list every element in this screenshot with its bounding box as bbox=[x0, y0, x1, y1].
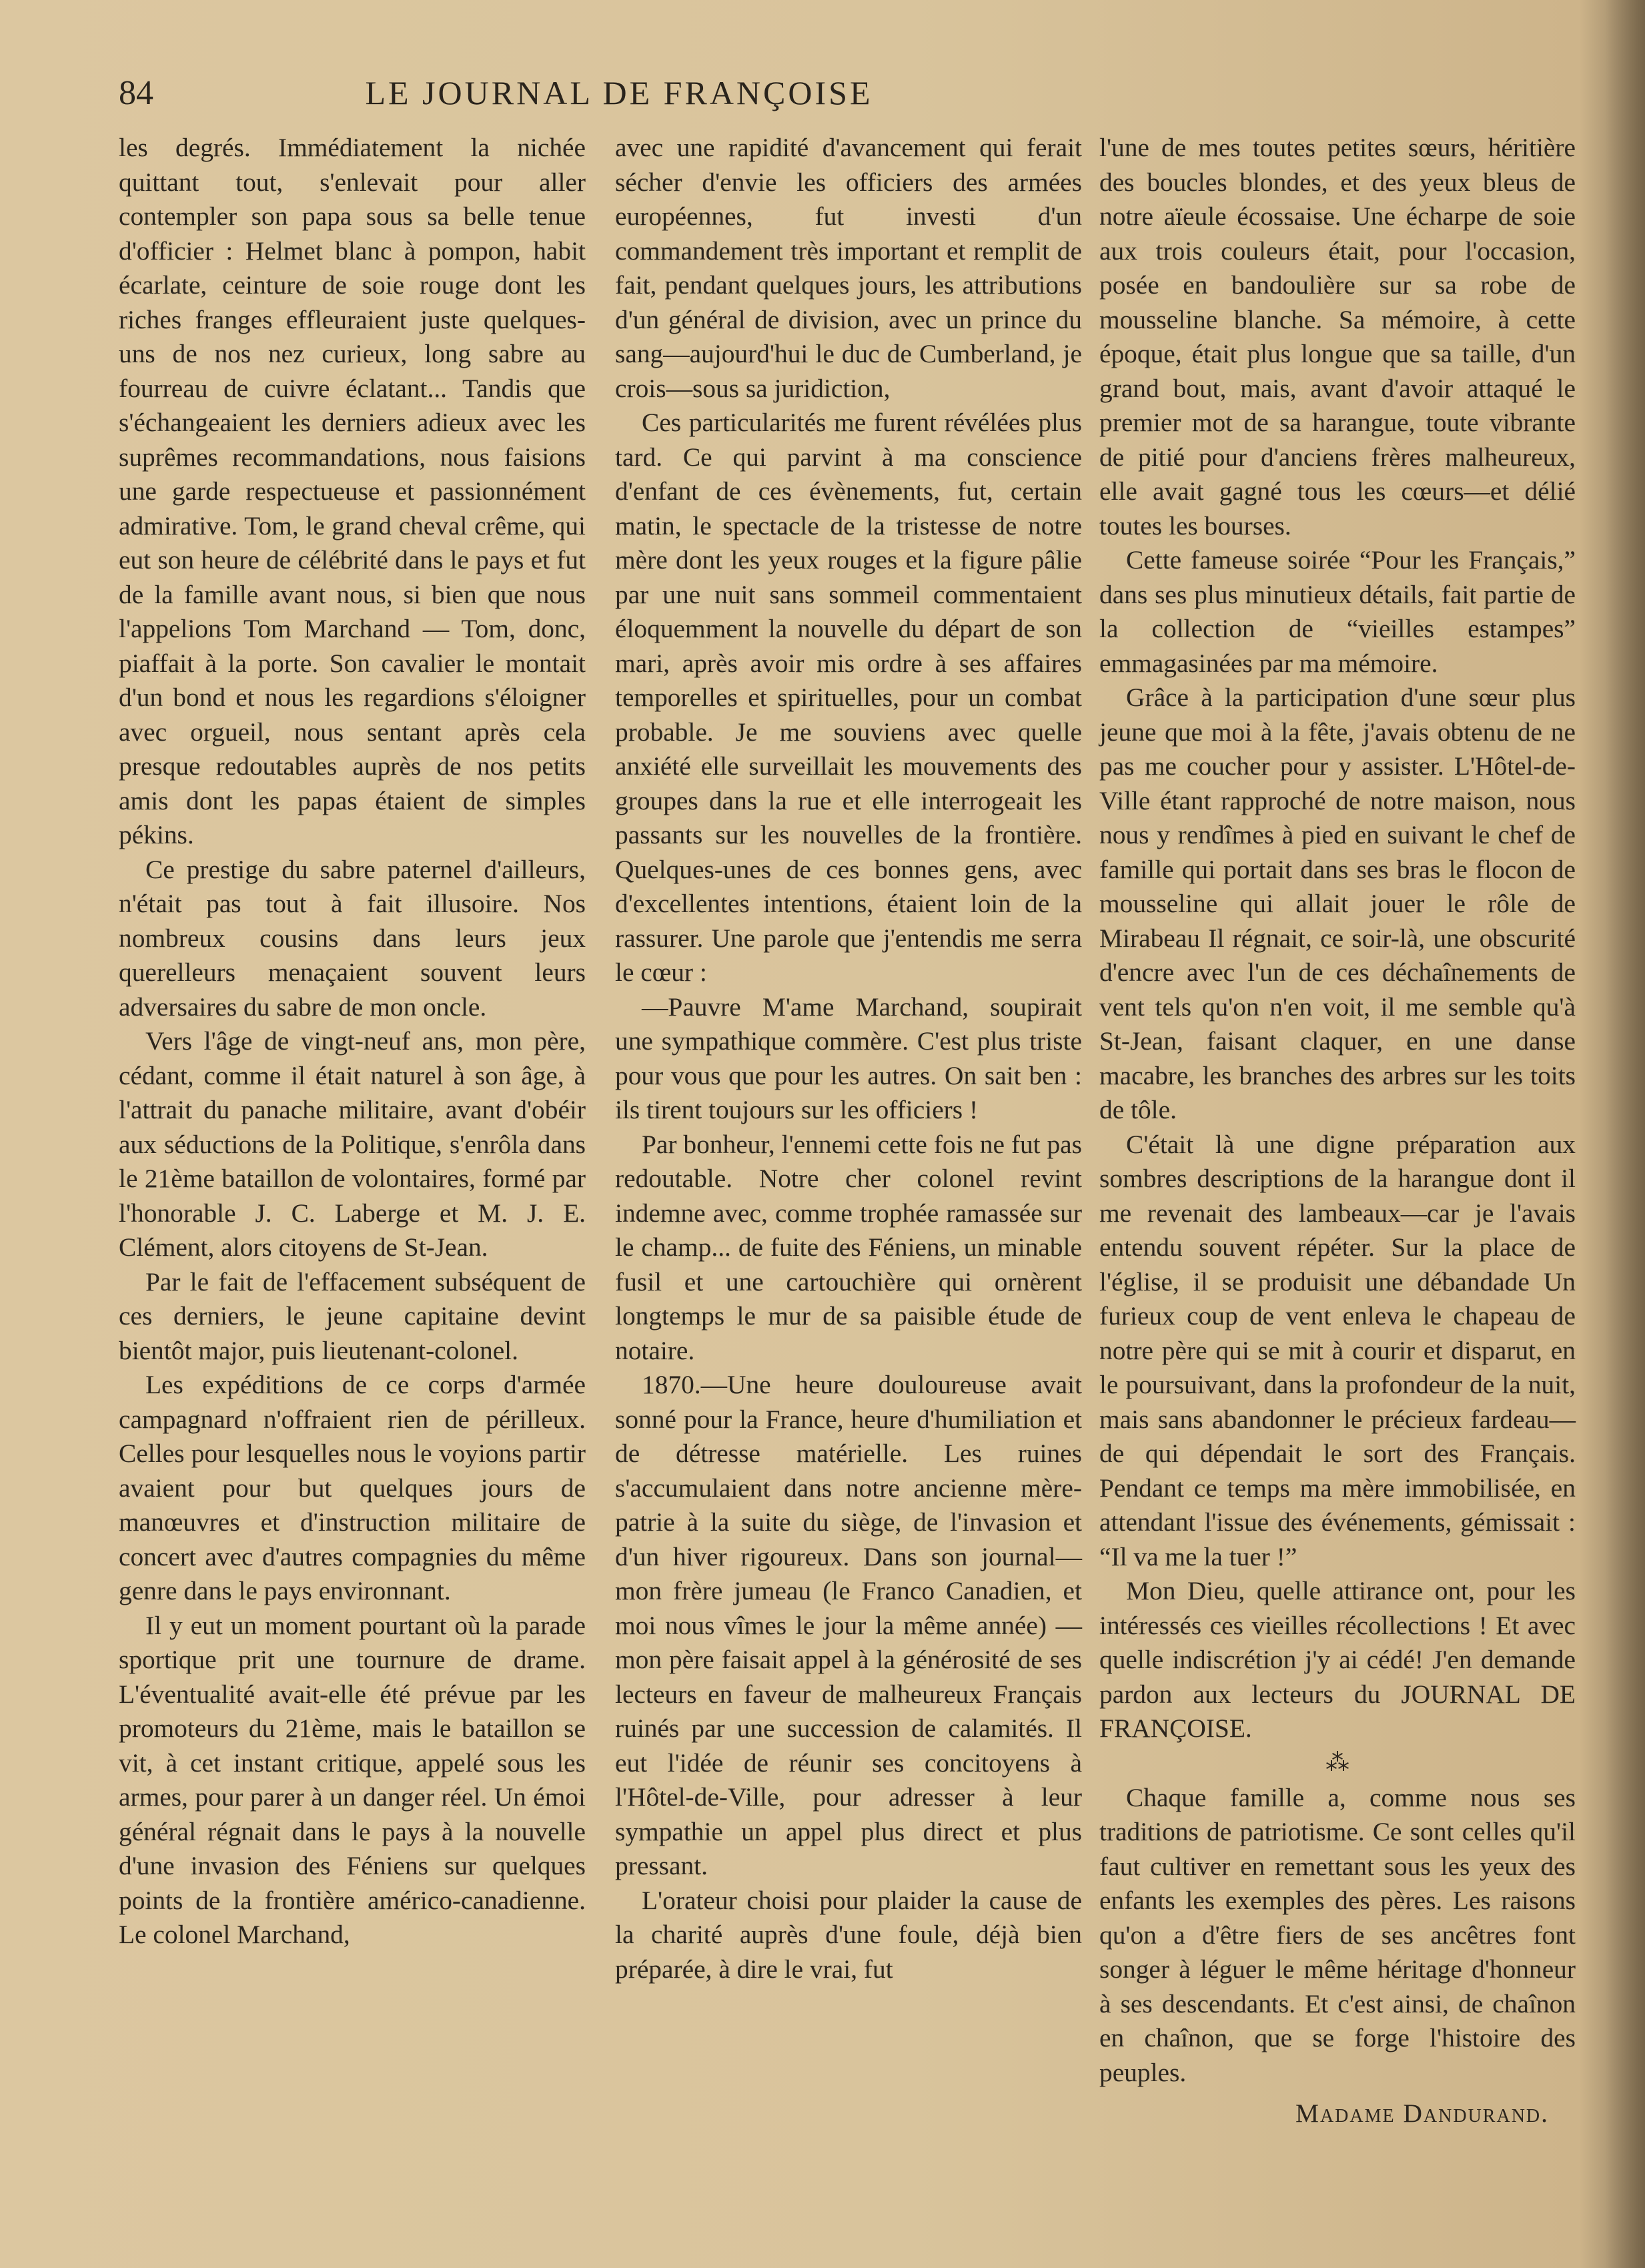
paragraph: Cette fameuse soirée “Pour les Français,” dans ses plus minutieux détails, fait partie de la collection de “vieilles estampes” emmagasinées par ma mémoire. bbox=[1099, 545, 1576, 678]
paragraph: —Pauvre M'ame Marchand, soupirait une sympathique commère. C'est plus triste pour vous que pour les autres. On sait ben : ils tirent toujours sur les officiers ! bbox=[615, 992, 1082, 1124]
paragraph: Mon Dieu, quelle attirance ont, pour les intéressés ces vieilles récollections ! Et avec quelle indiscrétion j'y ai cédé! J'en demande pardon aux lecteurs du JOURNAL DE FRANÇOISE. bbox=[1099, 1576, 1576, 1743]
paragraph: Ces particularités me furent révélées plus tard. Ce qui parvint à ma conscience d'enfant de ces évènements, fut, certain matin, le spectacle de la tristesse de notre mère dont les yeux rouges et la figure pâlie par une nuit sans sommeil commentaient éloquemment la nouvelle du départ de son mari, après avoir mis ordre à ses affaires temporelles et spirituelles, pour un combat probable. Je me souviens avec quelle anxiété elle surveillait les mouvements des groupes dans la rue et elle interrogeait les passants sur les nouvelles de la frontière. Quelques-unes de ces bonnes gens, avec d'excellentes intentions, étaient loin de la rassurer. Une parole que j'entendis me serra le cœur : bbox=[615, 408, 1082, 987]
paragraph: Les expéditions de ce corps d'armée campagnard n'offraient rien de périlleux. Celles pour lesquelles nous le voyions partir avaient pour but quelques jours de manœuvres et d'instruction militaire de concert avec d'autres compagnies du même genre dans le pays environnant. bbox=[119, 1370, 586, 1605]
paragraph: avec une rapidité d'avancement qui ferait sécher d'envie les officiers des armées européennes, fut investi d'un commandement très important et remplit de fait, pendant quelques jours, les attributions d'un général de division, avec un prince du sang—aujourd'hui le duc de Cumberland, je crois—sous sa juridiction, bbox=[615, 133, 1082, 403]
paragraph: Il y eut un moment pourtant où la parade sportique prit une tournure de drame. L'éventualité avait-elle été prévue par les promoteurs du 21ème, mais le bataillon se vit, à cet instant critique, appelé sous les armes, pour parer à un danger réel. Un émoi général régnait dans le pays à la nouvelle d'une invasion des Féniens sur quelques points de la frontière américo-canadienne. Le colonel Marchand, bbox=[119, 1610, 586, 1949]
text-column-2 bbox=[615, 131, 1082, 1986]
running-title: LE JOURNAL DE FRANÇOISE bbox=[365, 74, 873, 111]
paragraph: C'était là une digne préparation aux sombres descriptions de la harangue dont il me revenait des lambeaux—car je l'avais entendu souvent répéter. Sur la place de l'église, il se produisit une débandade Un furieux coup de vent enleva le chapeau de notre père qui se mit à courir et disparut, en le poursuivant, dans la profondeur de la nuit, mais sans abandonner le précieux fardeau—de qui dépendait le sort des Français. Pendant ce temps ma mère immobilisée, en attendant l'issue des événements, gémissait : “Il va me la tuer !” bbox=[1099, 1129, 1576, 1571]
paragraph: 1870.—Une heure douloureuse avait sonné pour la France, heure d'humiliation et de détresse matérielle. Les ruines s'accumulaient dans notre ancienne mère-patrie à la suite du siège, de l'invasion et d'un hiver rigoureux. Dans son journal—mon frère jumeau (le Franco Canadien, et moi nous vîmes le jour la même année) —mon père faisait appel à la générosité de ses lecteurs en faveur de malheureux Français ruinés par une succession de calamités. Il eut l'idée de réunir ses concitoyens à l'Hôtel-de-Ville, pour adresser à leur sympathie un appel plus direct et plus pressant. bbox=[615, 1370, 1082, 1880]
paragraph: Chaque famille a, comme nous ses traditions de patriotisme. Ce sont celles qu'il faut cultiver en remettant sous les yeux des enfants les exemples des pères. Les raisons qu'on a d'être fiers de ses ancêtres font songer à léguer le même héritage d'honneur à ses descendants. Et c'est ainsi, de chaînon en chaînon, que se forge l'histoire des peuples. bbox=[1099, 1782, 1576, 2087]
asterism-divider: ⁂ bbox=[1325, 1748, 1349, 1776]
paragraph: Vers l'âge de vingt-neuf ans, mon père, cédant, comme il était naturel à son âge, à l'attrait du panache militaire, avant d'obéir aux séductions de la Politique, s'enrôla dans le 21ème bataillon de volontaires, formé par l'honorable J. C. Laberge et M. J. E. Clément, alors citoyens de St-Jean. bbox=[119, 1026, 586, 1262]
paragraph: Grâce à la participation d'une sœur plus jeune que moi à la fête, j'avais obtenu de ne pas me coucher pour y assister. L'Hôtel-de-Ville étant rapproché de notre maison, nous nous y rendîmes à pied en suivant le chef de famille qui portait dans ses bras le flocon de mousseline qui allait jouer le rôle de Mirabeau Il régnait, ce soir-là, une obscurité d'encre avec l'un de ces déchaînements de vent tels qu'on n'en voit, il me semble qu'à St-Jean, faisant claquer, en une danse macabre, les branches des arbres sur les toits de tôle. bbox=[1099, 683, 1576, 1124]
text-column-1 bbox=[119, 131, 586, 1952]
page-header bbox=[119, 73, 1586, 120]
text-column-3 bbox=[1099, 131, 1576, 2131]
author-signature: Madame Dandurand. bbox=[1295, 2099, 1549, 2128]
paragraph: les degrés. Immédiatement la nichée quittant tout, s'enlevait pour aller contempler son papa sous sa belle tenue d'officier : Helmet blanc à pompon, habit écarlate, ceinture de soie rouge dont les riches franges effleuraient juste quelques-uns de nos nez curieux, long sabre au fourreau de cuivre éclatant... Tandis que s'échangeaient les derniers adieux avec les suprêmes recommandations, nous faisions une garde respectueuse et passionnément admirative. Tom, le grand cheval crême, qui eut son heure de célébrité dans le pays et fut de la famille avant nous, si bien que nous l'appelions Tom Marchand — Tom, donc, piaffait à la porte. Son cavalier le montait d'un bond et nous les regardions s'éloigner avec orgueil, nous sentant après cela presque redoutables auprès de nos petits amis dont les papas étaient de simples pékins. bbox=[119, 133, 586, 849]
paragraph: Par bonheur, l'ennemi cette fois ne fut pas redoutable. Notre cher colonel revint indemne avec, comme trophée ramassée sur le champ... de fuite des Féniens, un minable fusil et une cartouchière qui ornèrent longtemps le mur de sa paisible étude de notaire. bbox=[615, 1129, 1082, 1365]
paragraph: Ce prestige du sabre paternel d'ailleurs, n'était pas tout à fait illusoire. Nos nombreux cousins dans leurs jeux querelleurs menaçaient souvent leurs adversaires du sabre de mon oncle. bbox=[119, 854, 586, 1022]
paragraph: l'une de mes toutes petites sœurs, héritière des boucles blondes, et des yeux bleus de notre aïeule écossaise. Une écharpe de soie aux trois couleurs était, pour l'occasion, posée en bandoulière sur sa robe de mousseline blanche. Sa mémoire, à cette époque, était plus longue que sa taille, d'un grand bout, mais, avant d'avoir attaqué le premier mot de sa harangue, toute vibrante de pitié pour d'anciens frères malheureux, elle avait gagné tous les cœurs—et délié toutes les bourses. bbox=[1099, 133, 1576, 540]
paragraph: L'orateur choisi pour plaider la cause de la charité auprès d'une foule, déjà bien préparée, à dire le vrai, fut bbox=[615, 1885, 1082, 1984]
page-number: 84 bbox=[119, 74, 153, 112]
paragraph: Par le fait de l'effacement subséquent de ces derniers, le jeune capitaine devint bientôt major, puis lieutenant-colonel. bbox=[119, 1266, 586, 1365]
page-edge-shadow bbox=[1605, 0, 1645, 2268]
